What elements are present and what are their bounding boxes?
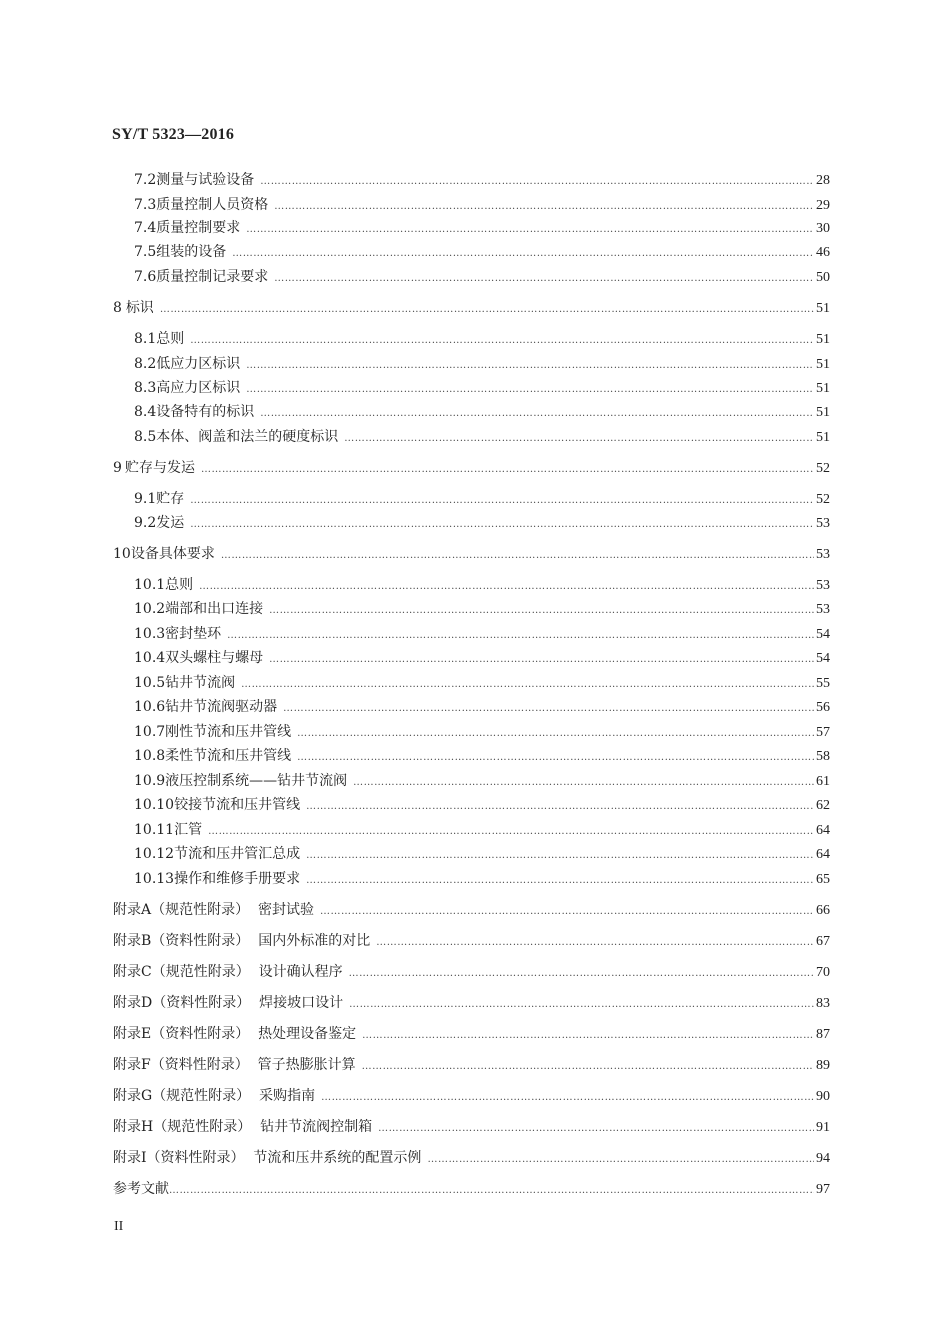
toc-entry-title: 柔性节流和压井管线	[165, 748, 292, 764]
toc-entry-appendix[interactable]	[113, 1024, 830, 1044]
toc-entry-number: 10.1	[134, 577, 166, 593]
toc-entry-page: 97	[816, 1182, 830, 1197]
toc-entry-appendix[interactable]	[113, 1086, 830, 1106]
toc-entry-page: 53	[816, 516, 830, 531]
toc-entry[interactable]	[134, 329, 830, 349]
toc-entry[interactable]	[134, 195, 830, 215]
toc-entry-title: 质量控制人员资格	[156, 197, 269, 213]
toc-entry-number: 9.1	[134, 491, 157, 507]
toc-entry-title: 附录H（规范性附录） 钻井节流阀控制箱	[113, 1119, 373, 1135]
toc-leader-dots	[269, 650, 814, 670]
toc-leader-dots	[349, 995, 814, 1015]
toc-entry[interactable]	[134, 489, 830, 509]
toc-entry-appendix[interactable]	[113, 962, 830, 982]
toc-leader-dots	[160, 300, 814, 320]
toc-leader-dots	[169, 1181, 814, 1201]
toc-entry-page: 54	[816, 627, 830, 642]
toc-entry[interactable]	[134, 513, 830, 533]
toc-entry-appendix[interactable]	[113, 931, 830, 951]
toc-entry-number: 10.9	[134, 773, 166, 789]
toc-leader-dots	[232, 244, 814, 264]
toc-entry-number: 10.11	[134, 822, 175, 838]
toc-entry-title: 附录I（资料性附录） 节流和压井系统的配置示例	[113, 1150, 422, 1166]
toc-entry-page: 51	[816, 332, 830, 347]
toc-entry-number: 8.2	[134, 356, 157, 372]
toc-entry-page: 51	[816, 405, 830, 420]
toc-entry-page: 87	[816, 1027, 830, 1042]
toc-entry-title: 液压控制系统——钻井节流阀	[165, 773, 348, 789]
toc-entry-number: 7.3	[134, 197, 157, 213]
toc-entry-title: 附录C（规范性附录） 设计确认程序	[113, 964, 343, 980]
toc-entry-page: 57	[816, 725, 830, 740]
toc-entry-number: 10.5	[134, 675, 166, 691]
toc-entry-page: 28	[816, 173, 830, 188]
toc-entry-page: 91	[816, 1120, 830, 1135]
toc-entry-title: 双头螺柱与螺母	[165, 650, 264, 666]
toc-entry-page: 64	[816, 847, 830, 862]
toc-entry-number: 8.5	[134, 429, 157, 445]
toc-entry-page: 51	[816, 357, 830, 372]
toc-entry-title: 汇管	[174, 822, 203, 838]
toc-entry-title: 附录B（资料性附录） 国内外标准的对比	[113, 933, 371, 949]
toc-leader-dots	[241, 675, 814, 695]
toc-entry-page: 62	[816, 798, 830, 813]
toc-entry-page: 53	[816, 578, 830, 593]
toc-leader-dots	[246, 220, 814, 240]
toc-entry-appendix[interactable]	[113, 1148, 830, 1168]
toc-entry-page: 94	[816, 1151, 830, 1166]
toc-entry-title: 操作和维修手册要求	[174, 871, 301, 887]
toc-entry-page: 70	[816, 965, 830, 980]
toc-entry[interactable]	[134, 575, 830, 595]
toc-entry-page: 61	[816, 774, 830, 789]
toc-entry[interactable]	[134, 599, 830, 619]
toc-entry-number: 7.2	[134, 172, 157, 188]
toc-leader-dots	[260, 172, 814, 192]
toc-entry[interactable]	[134, 697, 830, 717]
toc-entry[interactable]	[134, 722, 830, 742]
toc-entry-title: 附录E（资料性附录） 热处理设备鉴定	[113, 1026, 357, 1042]
toc-leader-dots	[269, 601, 814, 621]
toc-entry-page: 66	[816, 903, 830, 918]
toc-leader-dots	[221, 546, 814, 566]
toc-entry-page: 90	[816, 1089, 830, 1104]
toc-entry-title: 总则	[165, 577, 194, 593]
toc-entry-title: 附录A（规范性附录） 密封试验	[113, 902, 315, 918]
toc-entry-references[interactable]	[113, 1179, 830, 1199]
toc-entry-number: 10.8	[134, 748, 166, 764]
toc-entry-title: 发运	[156, 515, 185, 531]
standard-code: SY/T 5323—2016	[112, 126, 235, 143]
toc-leader-dots	[378, 1119, 814, 1139]
toc-leader-dots	[353, 773, 814, 793]
toc-leader-dots	[246, 356, 814, 376]
toc-entry-title: 贮存与发运	[125, 460, 195, 476]
toc-entry-title: 端部和出口连接	[165, 601, 264, 617]
toc-entry[interactable]	[134, 354, 830, 374]
toc-entry-number: 7.4	[134, 220, 157, 236]
toc-leader-dots	[362, 1057, 814, 1077]
toc-entry-title: 铰接节流和压井管线	[174, 797, 301, 813]
toc-entry-title: 设备特有的标识	[156, 404, 255, 420]
toc-entry-title: 参考文献	[113, 1181, 169, 1197]
toc-leader-dots	[344, 429, 814, 449]
toc-leader-dots	[306, 797, 814, 817]
toc-entry-page: 58	[816, 749, 830, 764]
toc-entry-title: 总则	[156, 331, 185, 347]
toc-entry-title: 设备具体要求	[130, 546, 215, 562]
toc-leader-dots	[297, 748, 814, 768]
toc-entry-number: 7.5	[134, 244, 157, 260]
toc-entry[interactable]	[134, 378, 830, 398]
toc-entry-page: 55	[816, 676, 830, 691]
page-number: II	[114, 1219, 124, 1234]
toc-entry[interactable]	[134, 648, 830, 668]
toc-leader-dots	[208, 822, 814, 842]
toc-entry[interactable]	[134, 242, 830, 262]
toc-entry[interactable]	[134, 844, 830, 864]
toc-entry-title: 质量控制要求	[156, 220, 241, 236]
toc-entry-number: 8.4	[134, 404, 157, 420]
toc-entry-page: 83	[816, 996, 830, 1011]
toc-entry-title: 贮存	[156, 491, 185, 507]
toc-entry-number: 7.6	[134, 269, 157, 285]
toc-entry-title: 节流和压井管汇总成	[174, 846, 301, 862]
toc-entry-title: 组装的设备	[156, 244, 227, 260]
toc-leader-dots	[260, 404, 814, 424]
toc-entry[interactable]	[134, 218, 830, 238]
toc-entry-page: 53	[816, 602, 830, 617]
toc-leader-dots	[427, 1150, 814, 1170]
toc-entry-number: 10.2	[134, 601, 166, 617]
toc-entry[interactable]	[134, 771, 830, 791]
toc-entry-number: 10.7	[134, 724, 166, 740]
toc-entry[interactable]	[134, 820, 830, 840]
toc-leader-dots	[283, 699, 814, 719]
toc-entry-page: 89	[816, 1058, 830, 1073]
toc-entry-number: 10.3	[134, 626, 166, 642]
toc-entry-number: 9.2	[134, 515, 157, 531]
toc-leader-dots	[274, 197, 814, 217]
toc-entry-page: 30	[816, 221, 830, 236]
toc-leader-dots	[246, 380, 814, 400]
toc-entry-number: 10.12	[134, 846, 175, 862]
toc-entry-page: 52	[816, 492, 830, 507]
toc-entry-title: 标识	[125, 300, 154, 316]
toc-entry-number: 10	[113, 546, 131, 562]
toc-entry-page: 50	[816, 270, 830, 285]
toc-entry-title: 测量与试验设备	[156, 172, 255, 188]
toc-leader-dots	[297, 724, 814, 744]
toc-leader-dots	[190, 515, 814, 535]
toc-entry[interactable]	[134, 267, 830, 287]
toc-leader-dots	[376, 933, 814, 953]
toc-entry-title: 附录F（资料性附录） 管子热膨胀计算	[113, 1057, 356, 1073]
toc-entry-number: 9	[113, 460, 122, 476]
toc-entry-page: 29	[816, 198, 830, 213]
toc-entry-title: 质量控制记录要求	[156, 269, 269, 285]
toc-leader-dots	[362, 1026, 814, 1046]
toc-entry[interactable]	[134, 402, 830, 422]
toc-entry[interactable]	[113, 544, 830, 564]
toc-entry-page: 54	[816, 651, 830, 666]
toc-leader-dots	[306, 871, 814, 891]
toc-entry[interactable]	[134, 746, 830, 766]
toc-entry-page: 65	[816, 872, 830, 887]
toc-entry-number: 10.4	[134, 650, 166, 666]
toc-leader-dots	[227, 626, 814, 646]
toc-leader-dots	[201, 460, 814, 480]
toc-entry-number: 10.13	[134, 871, 175, 887]
toc-leader-dots	[321, 1088, 814, 1108]
toc-entry-page: 67	[816, 934, 830, 949]
toc-leader-dots	[306, 846, 814, 866]
toc-entry[interactable]	[134, 795, 830, 815]
toc-entry-number: 8	[113, 300, 122, 316]
toc-entry-page: 53	[816, 547, 830, 562]
toc-entry-number: 10.6	[134, 699, 166, 715]
toc-leader-dots	[190, 491, 814, 511]
toc-entry-number: 8.3	[134, 380, 157, 396]
toc-entry-title: 附录D（资料性附录） 焊接坡口设计	[113, 995, 344, 1011]
toc-entry-page: 51	[816, 381, 830, 396]
toc-entry-title: 钻井节流阀驱动器	[165, 699, 278, 715]
toc-entry-title: 本体、阀盖和法兰的硬度标识	[156, 429, 339, 445]
toc-entry-appendix[interactable]	[113, 1055, 830, 1075]
toc-entry[interactable]	[113, 298, 830, 318]
toc-entry-number: 10.10	[134, 797, 175, 813]
toc-leader-dots	[349, 964, 814, 984]
toc-entry[interactable]	[134, 170, 830, 190]
toc-entry-title: 附录G（规范性附录） 采购指南	[113, 1088, 316, 1104]
toc-entry-appendix[interactable]	[113, 1117, 830, 1137]
toc-entry-page: 46	[816, 245, 830, 260]
toc-entry-appendix[interactable]	[113, 993, 830, 1013]
toc-entry-title: 密封垫环	[165, 626, 222, 642]
toc-entry-title: 低应力区标识	[156, 356, 241, 372]
toc-entry-appendix[interactable]	[113, 900, 830, 920]
toc-entry[interactable]	[134, 673, 830, 693]
toc-entry-title: 高应力区标识	[156, 380, 241, 396]
toc-entry-page: 56	[816, 700, 830, 715]
toc-entry-page: 51	[816, 430, 830, 445]
toc-entry-number: 8.1	[134, 331, 157, 347]
toc-entry[interactable]	[134, 624, 830, 644]
toc-leader-dots	[320, 902, 814, 922]
toc-entry-page: 51	[816, 301, 830, 316]
toc-entry[interactable]	[113, 458, 830, 478]
toc-entry-title: 刚性节流和压井管线	[165, 724, 292, 740]
toc-leader-dots	[274, 269, 814, 289]
toc-leader-dots	[190, 331, 814, 351]
toc-entry-title: 钻井节流阀	[165, 675, 236, 691]
toc-entry-page: 52	[816, 461, 830, 476]
toc-entry[interactable]	[134, 869, 830, 889]
toc-leader-dots	[199, 577, 814, 597]
toc-entry[interactable]	[134, 427, 830, 447]
toc-entry-page: 64	[816, 823, 830, 838]
